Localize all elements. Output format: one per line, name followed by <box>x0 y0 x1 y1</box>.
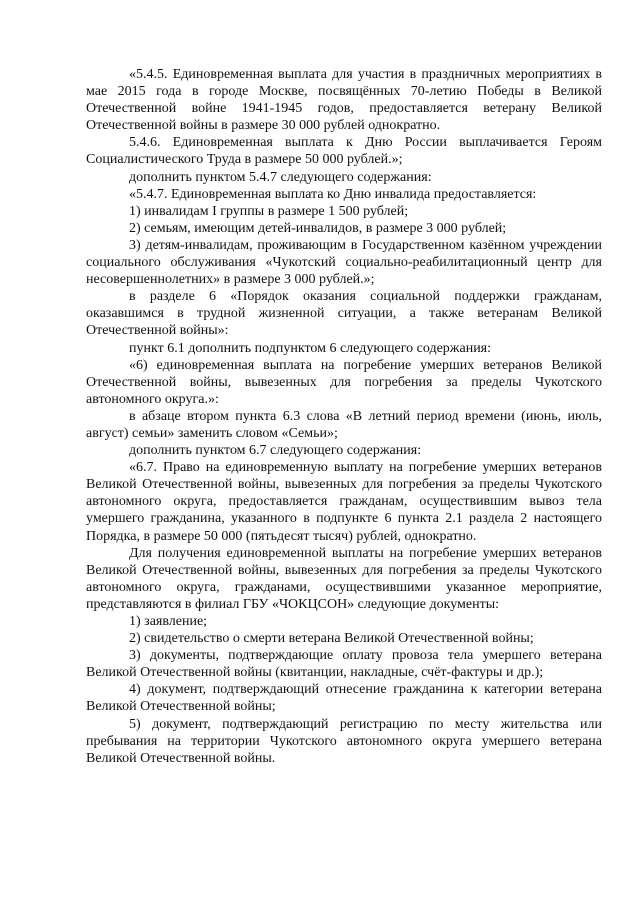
paragraph-5-4-7: «5.4.7. Единовременная выплата ко Дню инвалида предоставляется: <box>129 186 537 202</box>
list-item-3-disabled-children: 3) детям-инвалидам, проживающим в Государственном казённом учреждении социального обслуживания «Чукотский социально-реабилитационный центр для несовершеннолетних» в размере 3 000 рублей.»; <box>86 237 602 288</box>
list-item-4-veteran-category: 4) документ, подтверждающий отнесение гражданина к категории ветерана Великой Отечественной войны; <box>86 682 602 715</box>
paragraph-6-7: «6.7. Право на единовременную выплату на погребение умерших ветеранов Великой Отечественной войны, вывезенных для погребения за пределы Чукотского автономного округа, предоставляется гражданам, осуществившим вывоз тела умершего гражданина, указанного в подпункте 6 пункта 2.1 раздела 2 настоящего Порядка, в размере 50 000 (пятьдесят тысяч) рублей, однократно. <box>86 460 602 544</box>
paragraph-section-6: в разделе 6 «Порядок оказания социальной поддержки гражданам, оказавшимся в трудной жизненной ситуации, а также ветеранам Великой Отечественной войны»: <box>86 289 602 339</box>
paragraph-5-4-5: «5.4.5. Единовременная выплата для участия в праздничных мероприятиях в мае 2015 года в городе Москве, посвящённых 70-летию Победы в Великой Отечественной войне 1941-1945 годов, предоставляется ветерану Великой Отечественной войны в размере 30 000 рублей однократно. <box>86 67 602 134</box>
list-item-3-payment-documents: 3) документы, подтверждающие оплату провоза тела умершего ветерана Великой Отечественной войны (квитанции, накладные, счёт-фактуры и др.); <box>86 648 602 681</box>
list-item-2-families: 2) семьям, имеющим детей-инвалидов, в размере 3 000 рублей; <box>129 220 507 236</box>
document-page <box>86 66 602 767</box>
paragraph-add-6-7: дополнить пунктом 6.7 следующего содержания: <box>129 443 422 459</box>
list-item-2-death-certificate: 2) свидетельство о смерти ветерана Великой Отечественной войны; <box>129 631 534 647</box>
paragraph-item-6-3: в абзаце втором пункта 6.3 слова «В летний период времени (июнь, июль, август) семьи» заменить словом «Семьи»; <box>86 408 602 441</box>
paragraph-item-6-1: пункт 6.1 дополнить подпунктом 6 следующего содержания: <box>129 340 492 356</box>
paragraph-documents-intro: Для получения единовременной выплаты на погребение умерших ветеранов Великой Отечественной войны, вывезенных для погребения за пределы Чукотского автономного округа, гражданами, осуществившими указанное мероприятие, представляются в филиал ГБУ «ЧОКЦСОН» следующие документы: <box>86 545 602 612</box>
paragraph-subitem-6: «6) единовременная выплата на погребение умерших ветеранов Великой Отечественной войны, вывезенных для погребения за пределы Чукотского автономного округа.»: <box>86 357 602 407</box>
list-item-1-application: 1) заявление; <box>129 614 208 629</box>
list-item-1-disabled-group-1: 1) инвалидам I группы в размере 1 500 рублей; <box>129 203 409 219</box>
list-item-5-registration: 5) документ, подтверждающий регистрацию по месту жительства или пребывания на территории Чукотского автономного округа умершего ветерана Великой Отечественной войны. <box>86 716 602 766</box>
paragraph-add-5-4-7: дополнить пунктом 5.4.7 следующего содержания: <box>129 169 432 185</box>
paragraph-5-4-6: 5.4.6. Единовременная выплата к Дню России выплачивается Героям Социалистического Труда в размере 50 000 рублей.»; <box>86 135 602 168</box>
